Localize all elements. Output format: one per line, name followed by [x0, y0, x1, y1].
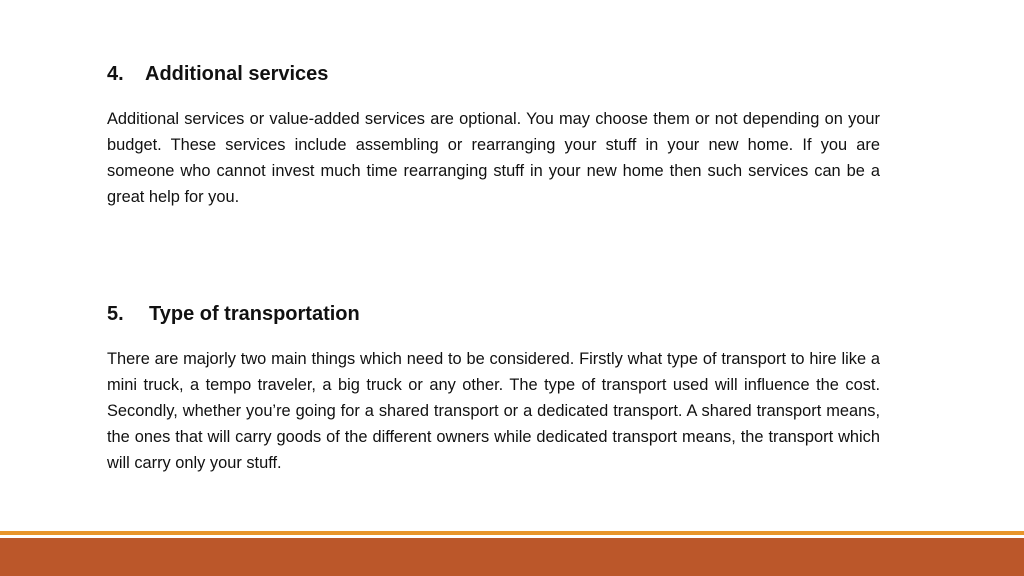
footer-accent-stripe [0, 531, 1024, 535]
slide-content [107, 60, 880, 472]
section-additional-services [107, 60, 880, 210]
section-type-of-transportation [107, 300, 880, 476]
section-title: Additional services [145, 63, 329, 85]
section-heading [107, 300, 880, 328]
section-heading [107, 60, 880, 88]
section-paragraph: There are majorly two main things which need to be considered. Firstly what type of transport to hire like a mini truck, a tempo traveler, a big truck or any other. The type of transport used will influence the cost. Secondly, whether you’re going for a shared transport or a dedicated transport. A shared transport means, the ones that will carry goods of the different owners while dedicated transport means, the transport which will carry only your stuff. [107, 350, 880, 472]
section-number: 4. [107, 63, 124, 85]
section-paragraph: Additional services or value-added services are optional. You may choose them or not depending on your budget. These services include assembling or rearranging your stuff in your new home. If you are someone who cannot invest much time rearranging stuff in your new home then such services can be a great help for you. [107, 110, 880, 206]
section-number: 5. [107, 303, 124, 325]
section-title: Type of transportation [149, 303, 360, 325]
footer-bar [0, 538, 1024, 576]
